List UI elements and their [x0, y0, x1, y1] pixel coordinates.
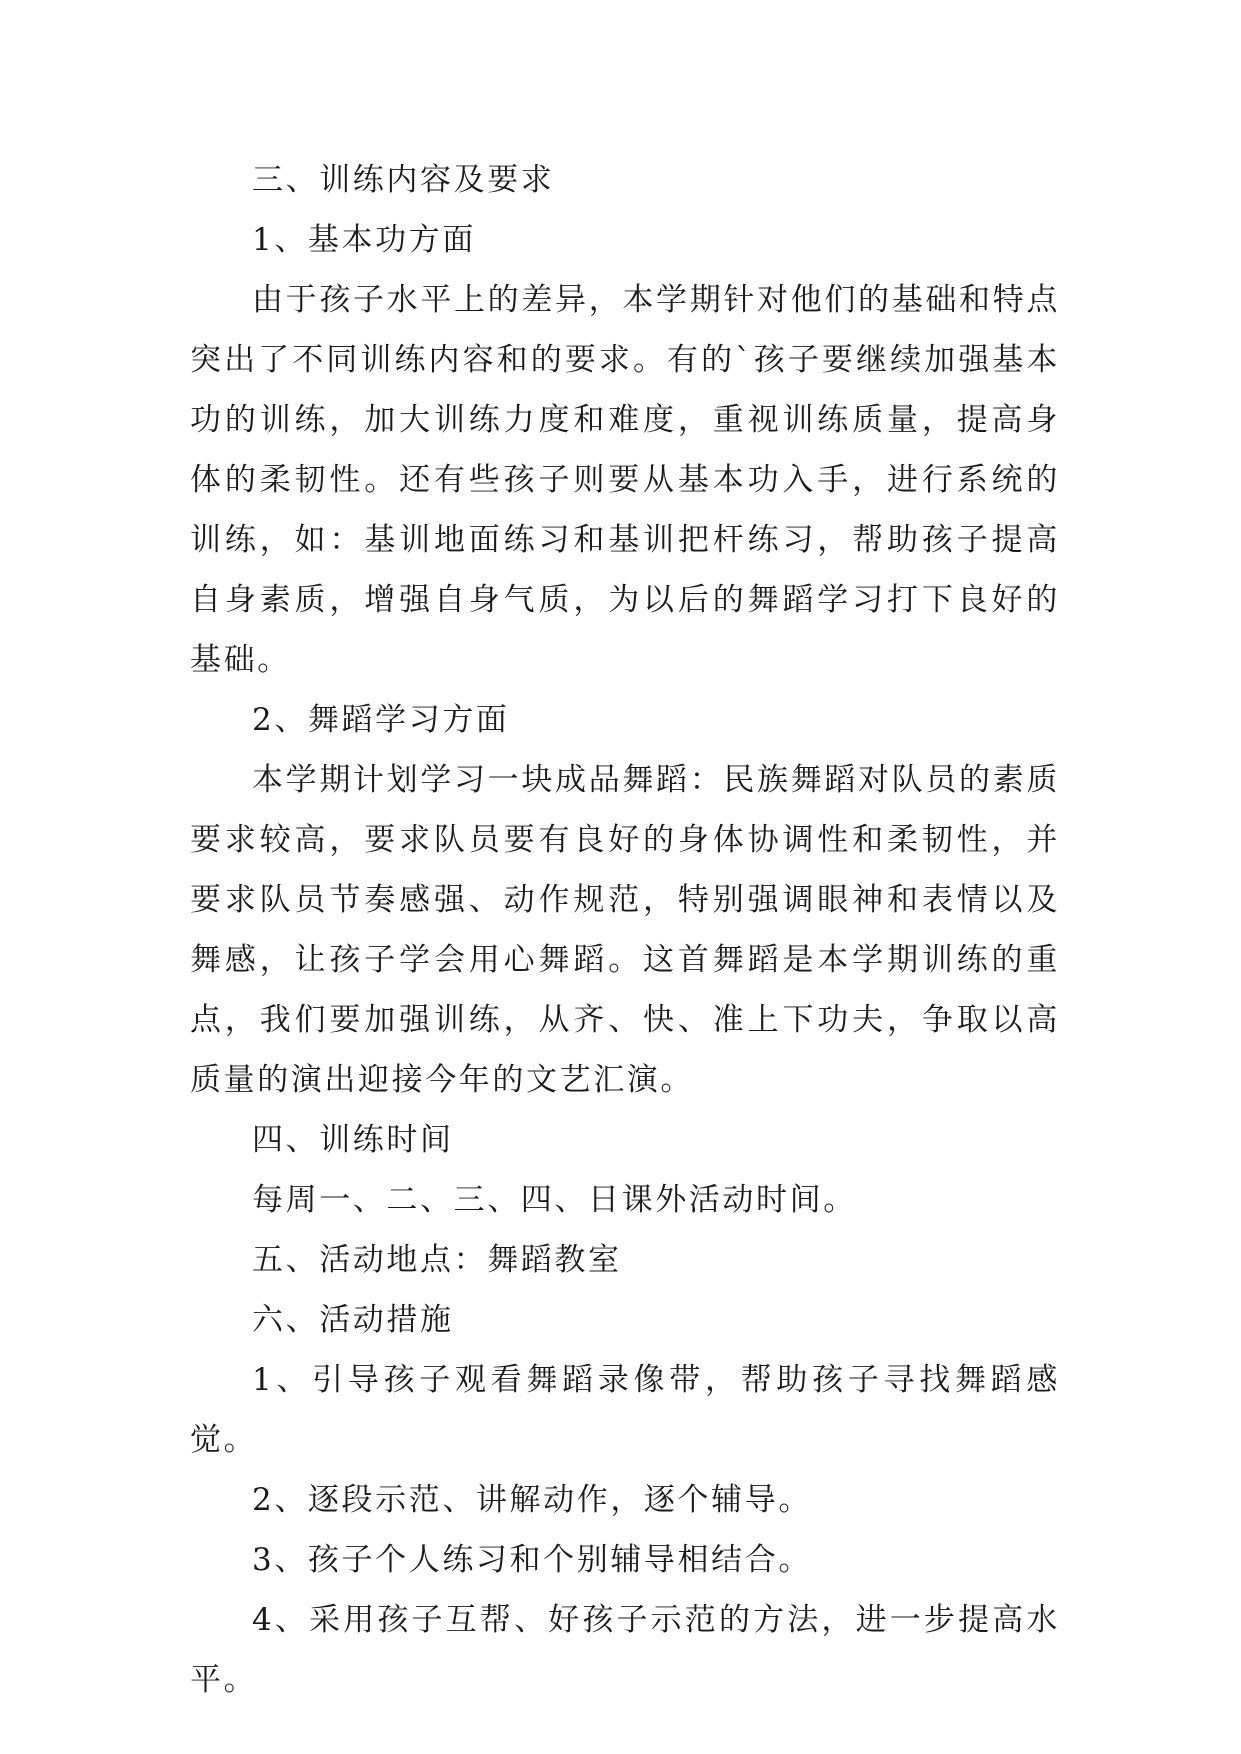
- paragraph-basic-skills: 由于孩子水平上的差异，本学期针对他们的基础和特点突出了不同训练内容和的要求。有的`孩子要继续加强基本功的训练，加大训练力度和难度，重视训练质量，提高身体的柔韧性。还有些孩子则要从基本功入手，进行系统的训练，如：基训地面练习和基训把杆练习，帮助孩子提高自身素质，增强自身气质，为以后的舞蹈学习打下良好的基础。: [190, 282, 1060, 678]
- section-heading-measures: 六、活动措施: [252, 1302, 454, 1338]
- measure-item-2: 2、逐段示范、讲解动作，逐个辅导。: [252, 1482, 812, 1518]
- subheading-dance-learning: 2、舞蹈学习方面: [252, 702, 510, 738]
- measure-item-1: 1、引导孩子观看舞蹈录像带，帮助孩子寻找舞蹈感觉。: [190, 1362, 1060, 1458]
- section-heading-training-time: 四、训练时间: [252, 1122, 454, 1158]
- measure-item-4: 4、采用孩子互帮、好孩子示范的方法，进一步提高水平。: [190, 1602, 1060, 1698]
- subheading-basic-skills: 1、基本功方面: [252, 222, 476, 258]
- section-heading-training-content: 三、训练内容及要求: [252, 162, 555, 198]
- section-heading-location: 五、活动地点：舞蹈教室: [252, 1242, 622, 1278]
- paragraph-training-time: 每周一、二、三、四、日课外活动时间。: [252, 1182, 857, 1218]
- document-body: [190, 150, 1060, 1710]
- paragraph-dance-learning: 本学期计划学习一块成品舞蹈：民族舞蹈对队员的素质要求较高，要求队员要有良好的身体协调性和柔韧性，并要求队员节奏感强、动作规范，特别强调眼神和表情以及舞感，让孩子学会用心舞蹈。这首舞蹈是本学期训练的重点，我们要加强训练，从齐、快、准上下功夫，争取以高质量的演出迎接今年的文艺汇演。: [190, 762, 1060, 1098]
- measure-item-3: 3、孩子个人练习和个别辅导相结合。: [252, 1542, 812, 1578]
